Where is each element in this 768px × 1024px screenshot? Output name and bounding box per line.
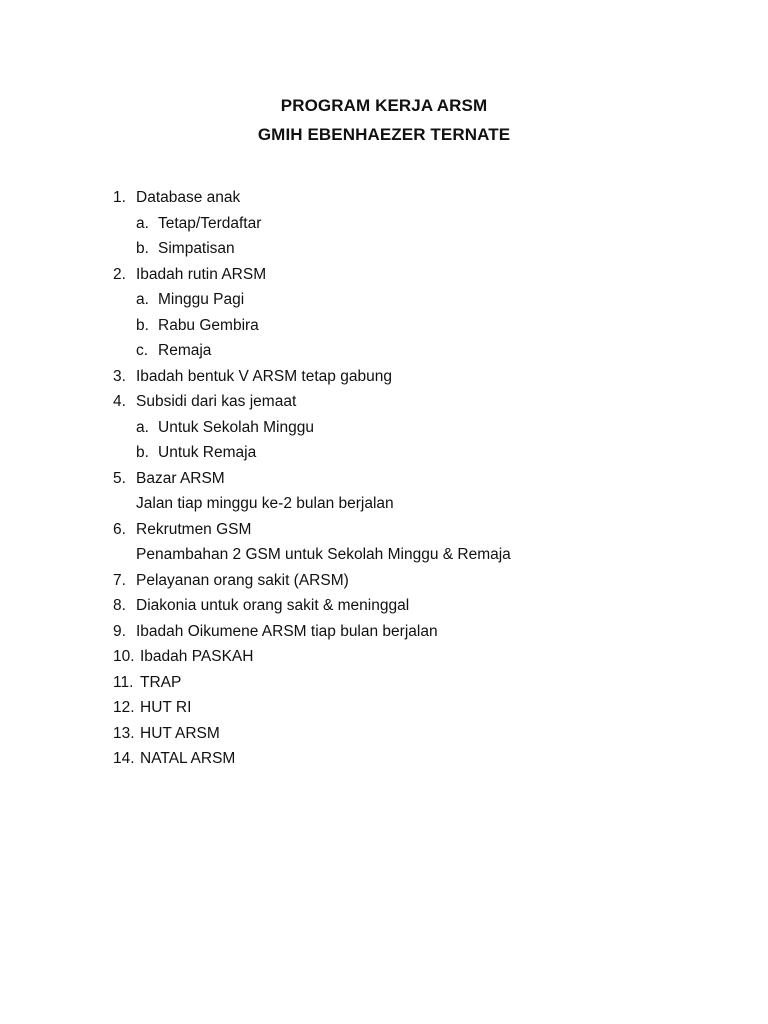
- list-item-6-note: Penambahan 2 GSM untuk Sekolah Minggu & Remaja: [136, 546, 511, 563]
- item-text: Untuk Remaja: [158, 444, 257, 461]
- list-item-1: [113, 185, 713, 211]
- document-title: PROGRAM KERJA ARSM: [280, 96, 488, 115]
- item-letter: a.: [136, 418, 149, 436]
- item-number: 6.: [113, 520, 126, 538]
- item-text: Minggu Pagi: [158, 291, 245, 308]
- item-text: Untuk Sekolah Minggu: [158, 418, 314, 436]
- item-text: Rekrutmen GSM: [136, 520, 252, 538]
- list-item-11: [113, 670, 713, 696]
- item-text: Ibadah rutin ARSM: [136, 265, 267, 283]
- list-item-6: [113, 517, 713, 543]
- item-number: 13.: [113, 724, 135, 742]
- list-item-8: [113, 593, 713, 619]
- item-letter: c.: [136, 342, 149, 359]
- item-number: 3.: [113, 367, 126, 385]
- item-text: HUT RI: [140, 699, 192, 716]
- item-number: 11.: [113, 673, 134, 691]
- item-text: HUT ARSM: [140, 724, 220, 742]
- list-item-3: [113, 364, 713, 390]
- item-text: Ibadah Oikumene ARSM tiap bulan berjalan: [136, 622, 438, 640]
- sub-item-2c: [113, 338, 713, 364]
- item-text: Ibadah PASKAH: [140, 648, 254, 665]
- item-number: 8.: [113, 597, 126, 614]
- item-number: 10.: [113, 648, 135, 665]
- item-letter: b.: [136, 240, 149, 257]
- sub-item-4b: [113, 440, 713, 466]
- item-letter: b.: [136, 444, 149, 461]
- sub-item-1a: [113, 211, 713, 237]
- item-text: Subsidi dari kas jemaat: [136, 393, 297, 410]
- sub-item-4a: [113, 415, 713, 441]
- item-text: TRAP: [140, 673, 182, 691]
- item-letter: b.: [136, 316, 149, 334]
- item-number: 7.: [113, 571, 126, 589]
- list-item-13: [113, 721, 713, 747]
- list-item-5-note: Jalan tiap minggu ke-2 bulan berjalan: [136, 495, 394, 512]
- item-text: Pelayanan orang sakit (ARSM): [136, 571, 349, 589]
- item-number: 5.: [113, 469, 126, 487]
- item-number: 4.: [113, 393, 126, 410]
- item-number: 1.: [113, 189, 126, 206]
- item-number: 9.: [113, 622, 126, 640]
- sub-item-2a: [113, 287, 713, 313]
- list-item-9: [113, 619, 713, 645]
- sub-item-1b: [113, 236, 713, 262]
- item-letter: a.: [136, 291, 149, 308]
- item-letter: a.: [136, 214, 149, 232]
- list-item-5: [113, 466, 713, 492]
- document-subtitle: GMIH EBENHAEZER TERNATE: [257, 125, 511, 144]
- item-text: Diakonia untuk orang sakit & meninggal: [136, 597, 410, 614]
- item-number: 14.: [113, 750, 135, 767]
- list-item-10: [113, 644, 713, 670]
- list-item-2: [113, 262, 713, 288]
- item-text: Database anak: [136, 189, 241, 206]
- item-text: Tetap/Terdaftar: [158, 214, 262, 232]
- list-item-7: [113, 568, 713, 594]
- item-text: NATAL ARSM: [140, 750, 236, 767]
- item-text: Remaja: [158, 342, 212, 359]
- item-text: Bazar ARSM: [136, 469, 225, 487]
- list-item-12: [113, 695, 713, 721]
- sub-item-2b: [113, 313, 713, 339]
- item-number: 2.: [113, 265, 126, 283]
- program-list: [113, 185, 713, 772]
- item-text: Simpatisan: [158, 240, 235, 257]
- list-item-14: [113, 746, 713, 772]
- item-text: Rabu Gembira: [158, 316, 259, 334]
- item-text: Ibadah bentuk V ARSM tetap gabung: [136, 367, 392, 385]
- list-item-4: [113, 389, 713, 415]
- item-number: 12.: [113, 699, 135, 716]
